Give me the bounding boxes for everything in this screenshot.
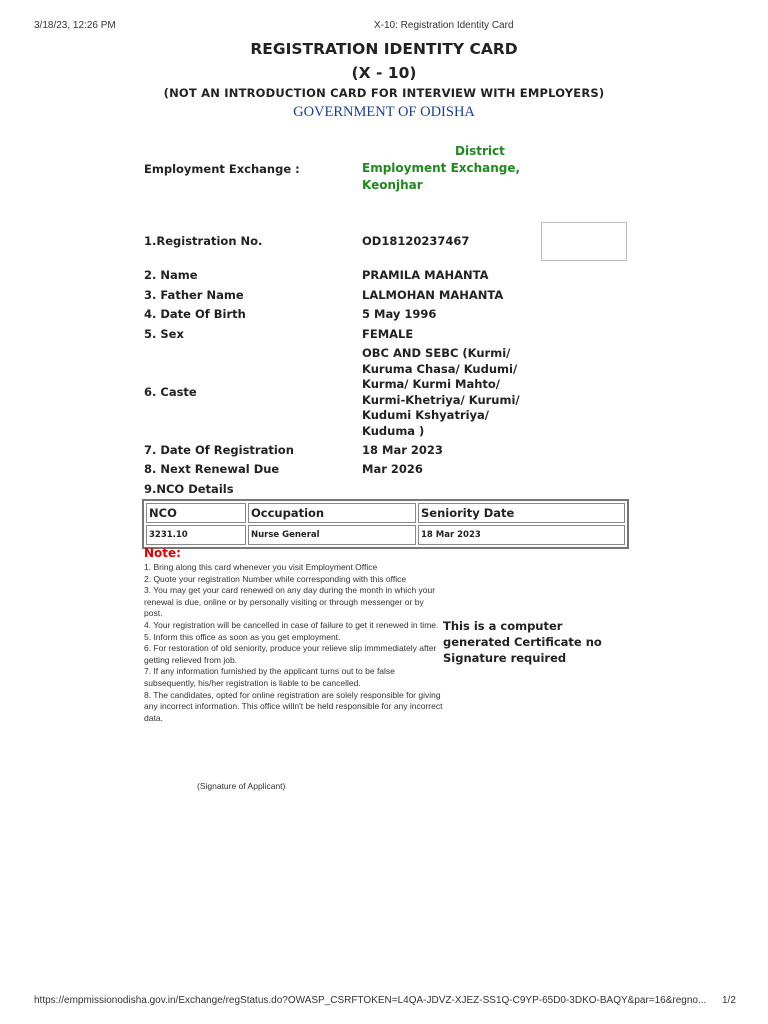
dob-value: 5 May 1996	[362, 307, 437, 321]
table-row	[146, 525, 625, 545]
table-header-row	[146, 503, 625, 523]
caste-line: OBC AND SEBC (Kurmi/	[362, 346, 511, 360]
renewal-label: 8. Next Renewal Due	[144, 462, 280, 476]
renewal-value: Mar 2026	[362, 462, 423, 476]
dob-label: 4. Date Of Birth	[144, 307, 246, 321]
sex-value: FEMALE	[362, 327, 414, 341]
reg-no-label: 1.Registration No.	[144, 234, 263, 248]
caste-line: Kurma/ Kurmi Mahto/	[362, 377, 500, 392]
government-heading: GOVERNMENT OF ODISHA	[293, 104, 475, 120]
table-cell-occupation: Nurse General	[248, 525, 416, 545]
print-datetime: 3/18/23, 12:26 PM	[34, 20, 116, 31]
caste-line: Kurmi-Khetriya/ Kurumi/	[362, 392, 520, 407]
reg-date-label: 7. Date Of Registration	[144, 443, 294, 457]
note-item: 5. Inform this office as soon as you get employment.	[144, 631, 341, 642]
print-page-number: 1/2	[722, 995, 736, 1006]
reg-date-value: 18 Mar 2023	[362, 443, 443, 457]
note-item: 1. Bring along this card whenever you visit Employment Office	[144, 562, 378, 572]
notes-list	[144, 562, 444, 724]
table-header-occupation: Occupation	[248, 503, 416, 523]
note-item: 6. For restoration of old seniority, produce your relieve slip immmediately after getting relieved from job.	[144, 643, 437, 665]
exchange-line-1: District	[455, 144, 505, 158]
note-item: 8. The candidates, opted for online registration are solely responsible for giving any incorrect information. This office willn't be held responsible for any incorrect data.	[144, 689, 443, 723]
caste-line: Kuruma Chasa/ Kudumi/	[362, 361, 518, 376]
nco-label: 9.NCO Details	[144, 482, 234, 496]
caste-value	[362, 346, 520, 440]
note-heading: Note:	[144, 546, 181, 560]
note-item: 3. You may get your card renewed on any day during the month in which your renewal is due, online or by personally visiting or through messenger or by post.	[144, 585, 436, 619]
table-cell-nco: 3231.10	[146, 525, 246, 545]
print-page-title: X-10: Registration Identity Card	[374, 20, 514, 31]
note-item: 7. If any information furnished by the applicant turns out to be false subsequently, his/her registration is liable to be cancelled.	[144, 666, 395, 688]
sex-label: 5. Sex	[144, 327, 184, 341]
table-cell-seniority: 18 Mar 2023	[418, 525, 625, 545]
signature-label: (Signature of Applicant)	[197, 781, 286, 791]
exchange-line-2: Employment Exchange,	[362, 161, 521, 175]
exchange-line-3: Keonjhar	[362, 178, 423, 192]
card-disclaimer: (NOT AN INTRODUCTION CARD FOR INTERVIEW WITH EMPLOYERS)	[163, 86, 605, 100]
print-url[interactable]: https://empmissionodisha.gov.in/Exchange/regStatus.do?OWASP_CSRFTOKEN=L4QA-JDVZ-XJEZ-SS1Q-C9YP-65D0-3DKO-BAQY&par=16&regno...	[34, 995, 707, 1006]
table-header-nco: NCO	[146, 503, 246, 523]
father-value: LALMOHAN MAHANTA	[362, 288, 504, 302]
name-value: PRAMILA MAHANTA	[362, 268, 489, 282]
caste-line: Kuduma )	[362, 423, 425, 438]
card-subtitle: (X - 10)	[351, 64, 417, 82]
reg-no-value: OD18120237467	[362, 234, 470, 248]
table-header-seniority: Seniority Date	[418, 503, 625, 523]
exchange-label: Employment Exchange :	[144, 162, 300, 176]
name-label: 2. Name	[144, 268, 198, 282]
note-item: 4. Your registration will be cancelled in case of failure to get it renewed in time.	[144, 619, 439, 630]
nco-table	[142, 499, 629, 549]
father-label: 3. Father Name	[144, 288, 244, 302]
computer-generated-note: This is a computer generated Certificate no Signature required	[443, 619, 602, 665]
caste-line: Kudumi Kshyatriya/	[362, 408, 490, 423]
photo-box	[541, 222, 627, 261]
card-title: REGISTRATION IDENTITY CARD	[250, 40, 518, 58]
note-item: 2. Quote your registration Number while corresponding with this office	[144, 573, 407, 584]
caste-label: 6. Caste	[144, 385, 197, 399]
